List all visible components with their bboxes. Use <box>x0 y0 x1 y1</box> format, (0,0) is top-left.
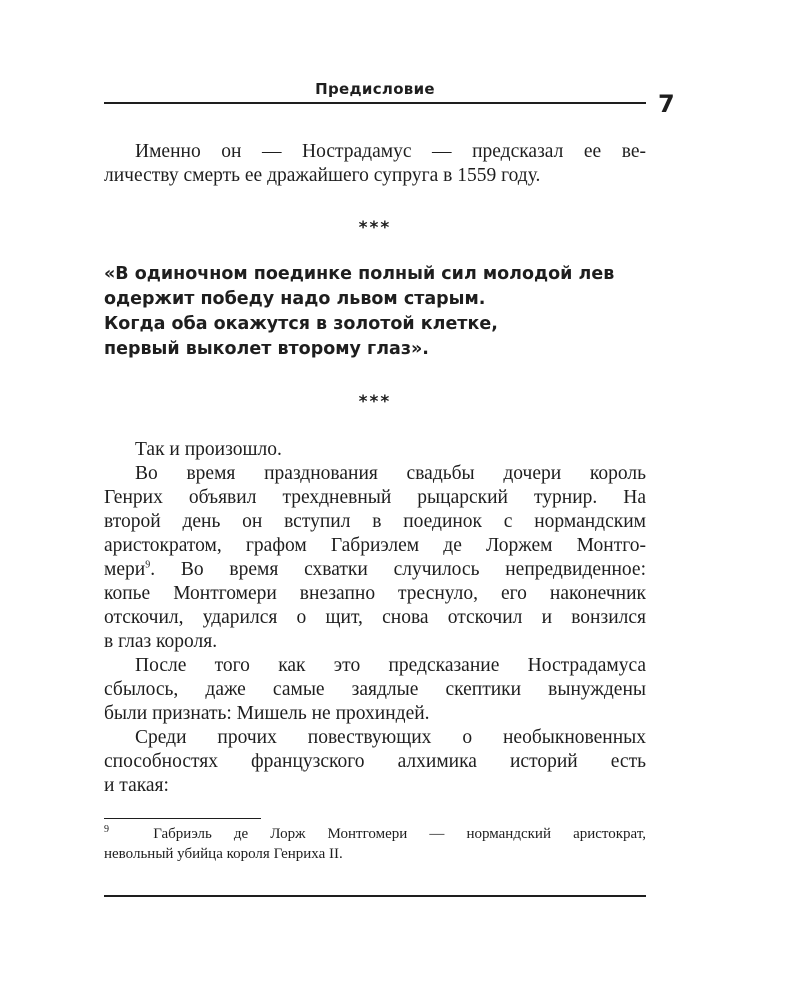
section-separator-bottom: *** <box>358 392 392 412</box>
header-rule <box>104 102 646 104</box>
quote-line: одержит победу надо львом старым. <box>104 289 486 309</box>
quote-line: первый выколет второму глаз». <box>104 339 429 359</box>
text-line: После того как это предсказание Нострадамуса <box>135 655 646 676</box>
footnote-ref[interactable]: 9 <box>145 559 151 571</box>
footnote-marker: 9 <box>104 824 109 835</box>
text-line: личеству смерть ее дражайшего супруга в 1559 году. <box>104 165 541 186</box>
footnote <box>104 824 646 864</box>
quote-line: «В одиночном поединке полный сил молодой лев <box>104 264 615 284</box>
text-line: и такая: <box>104 775 169 796</box>
text-line: способностях французского алхимика историй есть <box>104 751 646 772</box>
text-line: Именно он — Нострадамус — предсказал ее ве- <box>135 141 646 162</box>
intro-paragraph <box>104 140 646 188</box>
text-line: второй день он вступил в поединок с нормандским <box>104 511 646 532</box>
text-line: Среди прочих повествующих о необыкновенных <box>135 727 646 748</box>
story-text <box>104 438 646 798</box>
page-number: 7 <box>658 90 675 118</box>
running-header-title: Предисловие <box>315 80 435 98</box>
prophecy-quote <box>104 262 664 362</box>
quote-line: Когда оба окажутся в золотой клетке, <box>104 314 498 334</box>
footnote-rule <box>104 818 261 819</box>
text-line: копье Монтгомери внезапно треснуло, его наконечник <box>104 583 646 604</box>
text-line: сбылось, даже самые заядлые скептики вынуждены <box>104 679 646 700</box>
text-line: аристократом, графом Габриэлем де Лоржем Монтго- <box>104 535 646 556</box>
footnote-line: невольный убийца короля Генриха II. <box>104 846 343 862</box>
text-line: мери$^9$. Во время схватки случилось непредвиденное: <box>104 559 646 580</box>
text-line: Так и произошло. <box>135 439 282 460</box>
section-separator-top: *** <box>358 218 392 238</box>
text-line: Во время празднования свадьбы дочери король <box>135 463 646 484</box>
text-line: отскочил, ударился о щит, снова отскочил и вонзился <box>104 607 646 628</box>
bottom-rule <box>104 895 646 897</box>
text-line: Генрих объявил трехдневный рыцарский турнир. На <box>104 487 646 508</box>
text-line: в глаз короля. <box>104 631 218 652</box>
footnote-line: $^9$ Габриэль де Лорж Монтгомери — нормандский аристократ, <box>104 824 646 842</box>
text-line: были признать: Мишель не прохиндей. <box>104 703 430 724</box>
